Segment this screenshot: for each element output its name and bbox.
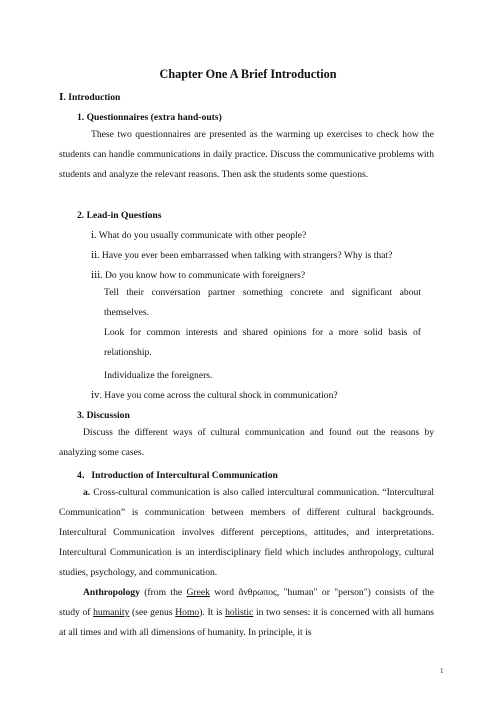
anthropology-text-1: (from the [139, 587, 187, 598]
question-1: ⅰ. What do you usually communicate with other people? [91, 230, 307, 241]
subheading-discussion: 3. Discussion [77, 410, 130, 421]
section-heading-introduction: Ⅰ. Introduction [59, 92, 121, 103]
link-greek[interactable]: Greek [186, 587, 210, 598]
question-2: ⅱ. Have you ever been embarrassed when talking with strangers? Why is that? [91, 250, 393, 261]
subheading-lead-in-questions: 2. Lead-in Questions [77, 210, 162, 221]
tip-common-interests: Look for common interests and shared opinions for a more solid basis of relationship. [104, 327, 421, 358]
paragraph-a-label: a. [83, 487, 91, 498]
subheading-questionnaires: 1. Questionnaires (extra hand-outs) [77, 112, 222, 123]
anthropology-text-5: in two senses: it is concerned with all humans at all times and with all dimensions of humanity. In principle, it is [59, 607, 434, 638]
chapter-title: Chapter One A Brief Introduction [159, 67, 337, 81]
anthropology-text-2: word ἄνθρωπος, "human" or "person") consists of the study of [59, 587, 434, 618]
question-4: ⅳ. Have you come across the cultural shock in communication? [91, 390, 338, 401]
tip-individualize: Individualize the foreigners. [104, 370, 213, 381]
tip-concrete-significant: Tell their conversation partner something concrete and significant about themselves. [104, 287, 421, 318]
paragraph-discussion: Discuss the different ways of cultural communication and found out the reasons by analyzing some cases. [59, 427, 434, 458]
link-homo[interactable]: Homo [175, 607, 200, 618]
paragraph-a-text: Cross-cultural communication is also called intercultural communication. “Intercultural Communication” is communication between members of different cultural backgrounds. Intercultural Communication involves different perceptions, attitudes, and interpretations. Intercultural Communication is an interdisciplinary field which includes anthropology, cultural studies, psychology, and communication. [59, 487, 434, 578]
link-holistic[interactable]: holistic [225, 607, 254, 618]
anthropology-text-4: ). It is [199, 607, 226, 618]
subheading-intercultural-communication: 4．Introduction of Intercultural Communication [77, 470, 278, 481]
question-3: ⅲ. Do you know how to communicate with foreigners? [91, 270, 306, 281]
paragraph-anthropology [59, 583, 434, 643]
page-number: 1 [440, 667, 444, 675]
paragraph-questionnaires: These two questionnaires are presented as the warming up exercises to check how the students can handle communications in daily practice. Discuss the communicative problems with students and analyze the relevant reasons. Then ask the students some questions. [59, 129, 434, 180]
term-anthropology: Anthropology [83, 587, 140, 598]
paragraph-cross-cultural [59, 483, 434, 583]
link-humanity[interactable]: humanity [93, 607, 130, 618]
anthropology-text-3: (see genus [129, 607, 176, 618]
